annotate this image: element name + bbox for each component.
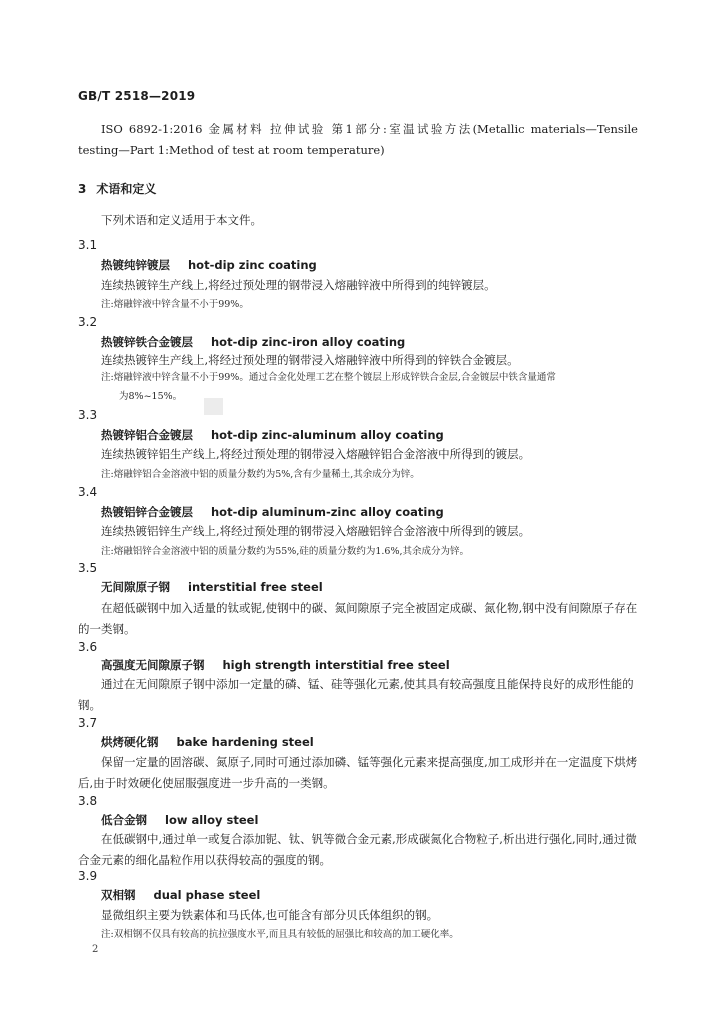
normative-reference-line-2: testing—Part 1:Method of test at room temperature) (78, 143, 385, 157)
term-chinese: 双相钢 (101, 888, 136, 902)
term-number: 3.8 (78, 794, 98, 808)
term-title (101, 504, 444, 520)
term-definition: 在超低碳钢中加入适量的钛或铌,使钢中的碳、氮间隙原子完全被固定成碳、氮化物,钢中没有间隙原子存在的一类钢。 (78, 601, 638, 636)
term-english: hot-dip aluminum-zinc alloy coating (211, 505, 444, 519)
term-definition: 连续热镀锌生产线上,将经过预处理的钢带浸入熔融锌液中所得到的纯锌镀层。 (101, 278, 496, 292)
term-number: 3.9 (78, 869, 98, 883)
term-english: hot-dip zinc coating (188, 258, 317, 272)
term-note-line-1: 注:熔融锌液中锌含量不小于99%。通过合金化处理工艺在整个镀层上形成锌铁合金层,合金镀层中铁含量通常 (101, 372, 556, 383)
term-title (101, 427, 444, 443)
term-chinese: 高强度无间隙原子钢 (101, 658, 205, 672)
term-chinese: 热镀纯锌镀层 (101, 258, 170, 272)
section-intro: 下列术语和定义适用于本文件。 (101, 213, 262, 227)
term-number: 3.3 (78, 408, 98, 422)
term-definition: 连续热镀锌铝生产线上,将经过预处理的钢带浸入熔融锌铝合金溶液中所得到的镀层。 (101, 447, 531, 461)
term-definition: 连续热镀锌生产线上,将经过预处理的钢带浸入熔融锌液中所得到的锌铁合金镀层。 (101, 353, 519, 367)
term-chinese: 无间隙原子钢 (101, 580, 170, 594)
term-number: 3.6 (78, 640, 98, 654)
term-chinese: 热镀锌铁合金镀层 (101, 335, 193, 349)
term-note: 注:双相钢不仅具有较高的抗拉强度水平,而且具有较低的屈强比和较高的加工硬化率。 (101, 929, 459, 940)
term-note-line-2: 为8%~15%。 (119, 391, 183, 402)
standard-code-header: GB/T 2518—2019 (78, 89, 196, 103)
term-note: 注:熔融锌铝合金溶液中铝的质量分数约为5%,含有少量稀土,其余成分为锌。 (101, 469, 420, 480)
section-title: 术语和定义 (96, 182, 157, 196)
term-definition: 保留一定量的固溶碳、氮原子,同时可通过添加磷、锰等强化元素来提高强度,加工成形并在一定温度下烘烤后,由于时效硬化使屈服强度进一步升高的一类钢。 (78, 755, 638, 790)
term-note: 注:熔融锌液中锌含量不小于99%。 (101, 299, 249, 310)
term-number: 3.1 (78, 238, 98, 252)
term-number: 3.7 (78, 716, 98, 730)
term-number: 3.5 (78, 561, 98, 575)
normative-reference-line-1: ISO 6892-1:2016 金属材料 拉伸试验 第1部分:室温试验方法(Metallic materials—Tensile (101, 122, 638, 136)
term-title (101, 579, 323, 595)
term-english: hot-dip zinc-iron alloy coating (211, 335, 406, 349)
term-chinese: 热镀铝锌合金镀层 (101, 505, 193, 519)
term-english: dual phase steel (153, 888, 261, 902)
section-number: 3 (78, 182, 87, 196)
term-english: low alloy steel (165, 813, 259, 827)
term-chinese: 低合金钢 (101, 813, 147, 827)
term-definition: 连续热镀铝锌生产线上,将经过预处理的钢带浸入熔融铝锌合金溶液中所得到的镀层。 (101, 524, 531, 538)
page-number: 2 (92, 944, 99, 955)
scan-artifact (204, 398, 223, 415)
term-title (101, 334, 405, 350)
term-english: bake hardening steel (176, 735, 314, 749)
term-title (101, 657, 450, 673)
term-number: 3.2 (78, 315, 98, 329)
term-note: 注:熔融铝锌合金溶液中铝的质量分数约为55%,硅的质量分数约为1.6%,其余成分为锌。 (101, 546, 469, 557)
term-definition: 在低碳钢中,通过单一或复合添加铌、钛、钒等微合金元素,形成碳氮化合物粒子,析出进行强化,同时,通过微合金元素的细化晶粒作用以获得较高的强度的钢。 (78, 832, 637, 867)
term-number: 3.4 (78, 485, 98, 499)
term-english: hot-dip zinc-aluminum alloy coating (211, 428, 444, 442)
term-title (101, 257, 317, 273)
term-chinese: 烘烤硬化钢 (101, 735, 159, 749)
term-title (101, 734, 314, 750)
section-heading (78, 180, 156, 197)
term-definition: 显微组织主要为铁素体和马氏体,也可能含有部分贝氏体组织的钢。 (101, 908, 439, 922)
term-chinese: 热镀锌铝合金镀层 (101, 428, 193, 442)
term-english: high strength interstitial free steel (222, 658, 450, 672)
term-title (101, 887, 260, 903)
term-english: interstitial free steel (188, 580, 323, 594)
term-title (101, 812, 258, 828)
term-note (101, 368, 641, 406)
term-definition: 通过在无间隙原子钢中添加一定量的磷、锰、硅等强化元素,使其具有较高强度且能保持良好的成形性能的钢。 (78, 677, 634, 712)
